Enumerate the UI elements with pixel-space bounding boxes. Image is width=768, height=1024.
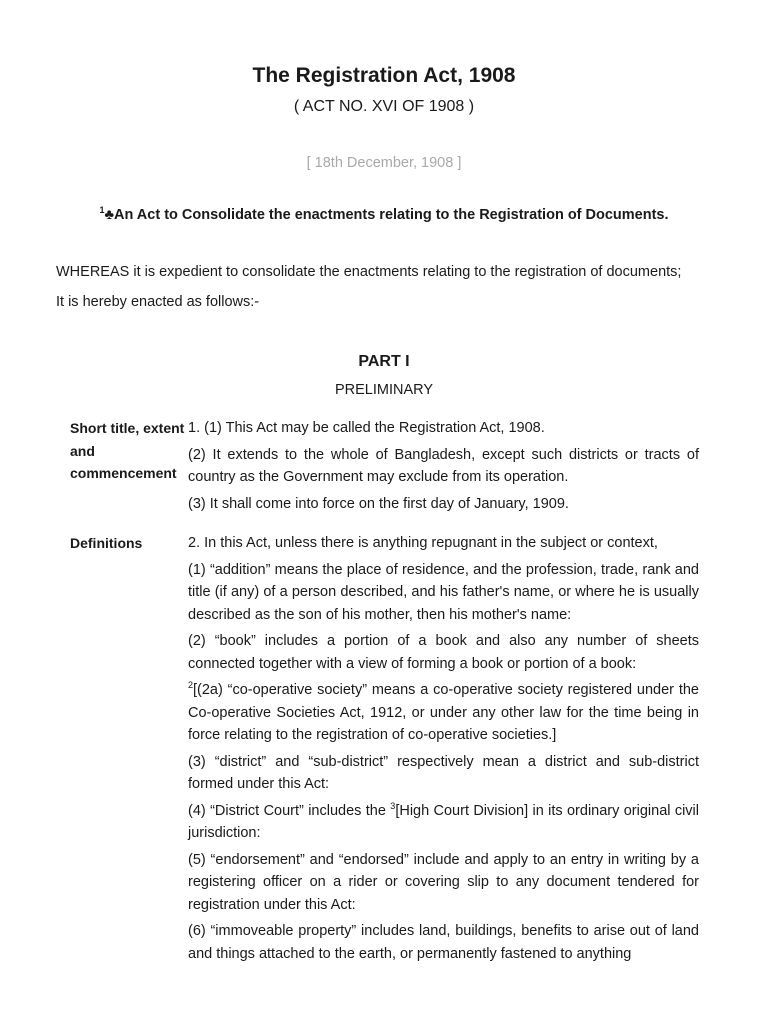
- act-number: ( ACT NO. XVI OF 1908 ): [293, 98, 475, 115]
- long-title: [0, 207, 768, 223]
- section-paragraph: (1) “addition” means the place of residence, and the profession, trade, rank and title (if any) of a person described, and his father's name, or where he is usually described as the son of his mother, then his mother's name:: [188, 561, 699, 623]
- section-paragraph: [188, 800, 699, 845]
- act-title: The Registration Act, 1908: [252, 64, 516, 87]
- section-paragraph: (2) “book” includes a portion of a book and also any number of sheets connected together with a view of forming a book or portion of a book:: [188, 633, 699, 672]
- part-heading: PART I: [358, 353, 410, 370]
- section-side-note: Short title, extent and commencement: [70, 420, 185, 481]
- long-title-text: ♣An Act to Consolidate the enactments relating to the Registration of Documents.: [104, 207, 669, 223]
- section-paragraph: (2) It extends to the whole of Bangladesh, except such districts or tracts of country as the Government may exclude from its operation.: [188, 446, 699, 485]
- section-side-note: Definitions: [70, 535, 143, 551]
- act-date: [ 18th December, 1908 ]: [306, 155, 462, 171]
- section-body: [188, 417, 699, 519]
- paragraph-text: (4) “District Court” includes the $^3$[High Court Division] in its ordinary original civil jurisdiction:: [188, 800, 700, 841]
- section-paragraph: 2. In this Act, unless there is anything repugnant in the subject or context,: [188, 535, 658, 551]
- footnote-marker[interactable]: 2: [188, 680, 194, 691]
- section-paragraph: (3) “district” and “sub-district” respectively mean a district and sub-district formed under this Act:: [188, 753, 699, 792]
- preamble-line: WHEREAS it is expedient to consolidate the enactments relating to the registration of documents;: [56, 264, 682, 280]
- section-paragraph: (5) “endorsement” and “endorsed” include and apply to an entry in writing by a registering officer on a rider or covering slip to any document tendered for registration under this Act:: [188, 851, 699, 913]
- section-paragraph: (3) It shall come into force on the first day of January, 1909.: [188, 495, 569, 512]
- paragraph-text: [(2a) “co-operative society” means a co-operative society registered under the Co-operative Societies Act, 1912, or under any other law for the time being in force relating to the registration of co-operative societies.]: [188, 682, 699, 743]
- footnote-marker[interactable]: 3: [390, 800, 396, 811]
- enacting-clause: It is hereby enacted as follows:-: [56, 294, 260, 310]
- footnote-marker[interactable]: 1: [99, 205, 105, 216]
- section-paragraph: [188, 679, 699, 747]
- part-subheading: PRELIMINARY: [334, 382, 434, 398]
- section-paragraph: 1. (1) This Act may be called the Registration Act, 1908.: [188, 420, 545, 436]
- section-paragraph: (6) “immoveable property” includes land, buildings, benefits to arise out of land and things attached to the earth, or permanently fastened to anything: [188, 923, 699, 962]
- section-body: [188, 532, 699, 969]
